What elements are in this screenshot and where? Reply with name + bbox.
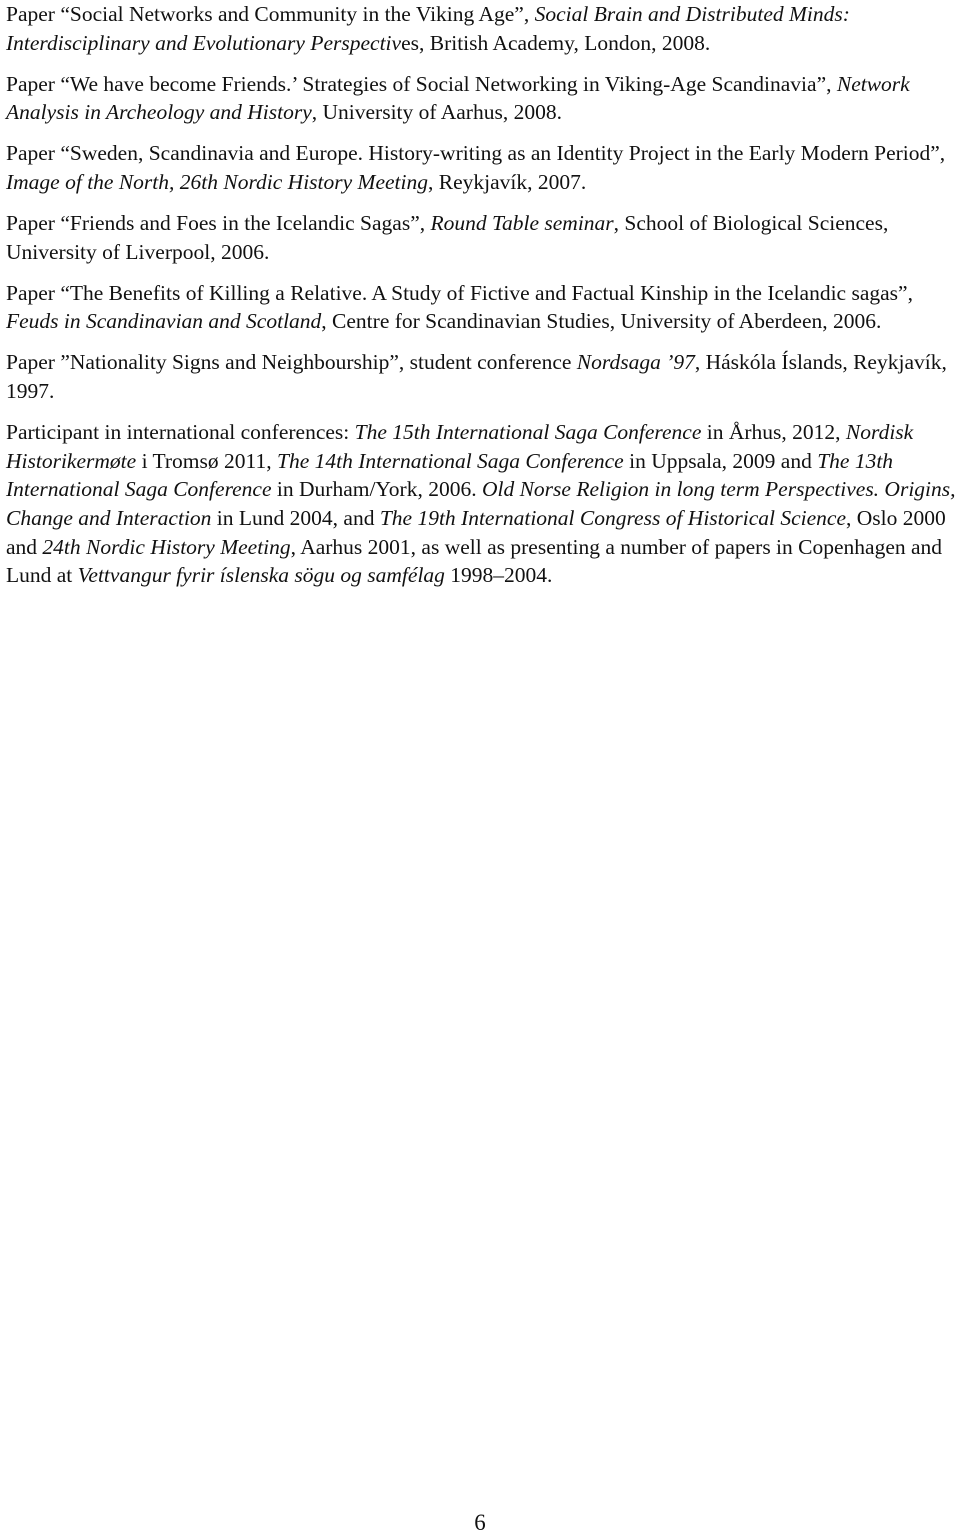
entry-text: Paper “Friends and Foes in the Icelandic Sagas”,	[6, 211, 431, 236]
entry-venue: Network Analysis in Archeology and History	[6, 71, 910, 125]
page-number: 6	[474, 1510, 486, 1535]
entry-text: in Uppsala, 2009 and	[623, 448, 818, 473]
entry-venue: Image of the North, 26th Nordic History Meeting	[6, 169, 428, 194]
entry-text: Paper “We have become Friends.’ Strategies of Social Networking in Viking-Age Scandinavia”,	[6, 71, 837, 96]
entry-venue: Round Table seminar	[430, 211, 614, 236]
entry-text: , Aarhus 2001, as well as presenting a number of papers in Copenhagen and Lund at	[6, 534, 943, 588]
conference-title: The 13th International Saga Conference	[6, 448, 894, 502]
entry-venue: Nordsaga ’97	[576, 350, 695, 375]
entry-we-have-become-friends	[6, 70, 956, 127]
conference-title: The 15th International Saga Conference	[354, 420, 702, 445]
entry-benefits-of-killing	[6, 279, 956, 336]
entry-friends-and-foes	[6, 209, 956, 266]
entry-text: in Durham/York, 2006.	[271, 477, 482, 502]
entry-text: , School of Biological Sciences, University of Liverpool, 2006.	[6, 211, 889, 264]
entry-text: Paper ”Nationality Signs and Neighbourship”, student conference	[6, 350, 577, 375]
conference-title: 24th Nordic History Meeting	[42, 534, 291, 559]
conference-title: The 19th International Congress of Historical Science	[379, 505, 847, 530]
entry-text: 1998–2004.	[444, 563, 553, 588]
conference-title: Vettvangur fyrir íslenska sögu og samfélag	[77, 563, 445, 588]
entry-text: in Lund 2004, and	[211, 505, 380, 530]
entry-text: , Oslo 2000 and	[6, 505, 946, 559]
entry-conference-participation	[6, 418, 956, 590]
entry-text: , University of Aarhus, 2008.	[311, 100, 562, 125]
entry-text: , Centre for Scandinavian Studies, University of Aberdeen, 2006.	[321, 309, 882, 334]
entry-nationality-signs	[6, 348, 956, 405]
entry-text: , Háskóla Íslands, Reykjavík, 1997.	[6, 350, 947, 404]
entry-text: Paper “Sweden, Scandinavia and Europe. History-writing as an Identity Project in the Early Modern Period”,	[6, 141, 946, 166]
entry-venue: Social Brain and Distributed Minds: Interdisciplinary and Evolutionary Perspectiv	[6, 2, 850, 55]
document-page	[6, 0, 956, 602]
entry-text: es, British Academy, London, 2008.	[401, 30, 711, 55]
entry-text: Paper “The Benefits of Killing a Relative. A Study of Fictive and Factual Kinship in the Icelandic sagas”,	[6, 280, 913, 305]
entry-sweden-scandinavia-europe	[6, 139, 956, 196]
entry-text: in Århus, 2012,	[701, 420, 846, 445]
conference-title: Old Norse Religion in long term Perspectives. Origins, Change and Interaction	[6, 477, 956, 530]
conference-title: Nordisk Historikermøte	[6, 420, 914, 473]
entry-venue: Feuds in Scandinavian and Scotland	[6, 309, 322, 334]
entry-text: i Tromsø 2011,	[136, 448, 277, 473]
conference-title: The 14th International Saga Conference	[276, 448, 624, 473]
entry-text: , Reykjavík, 2007.	[428, 169, 587, 194]
entry-social-networks	[6, 0, 956, 57]
entry-text: Paper “Social Networks and Community in the Viking Age”,	[6, 2, 535, 26]
entry-text: Participant in international conferences:	[6, 420, 355, 445]
